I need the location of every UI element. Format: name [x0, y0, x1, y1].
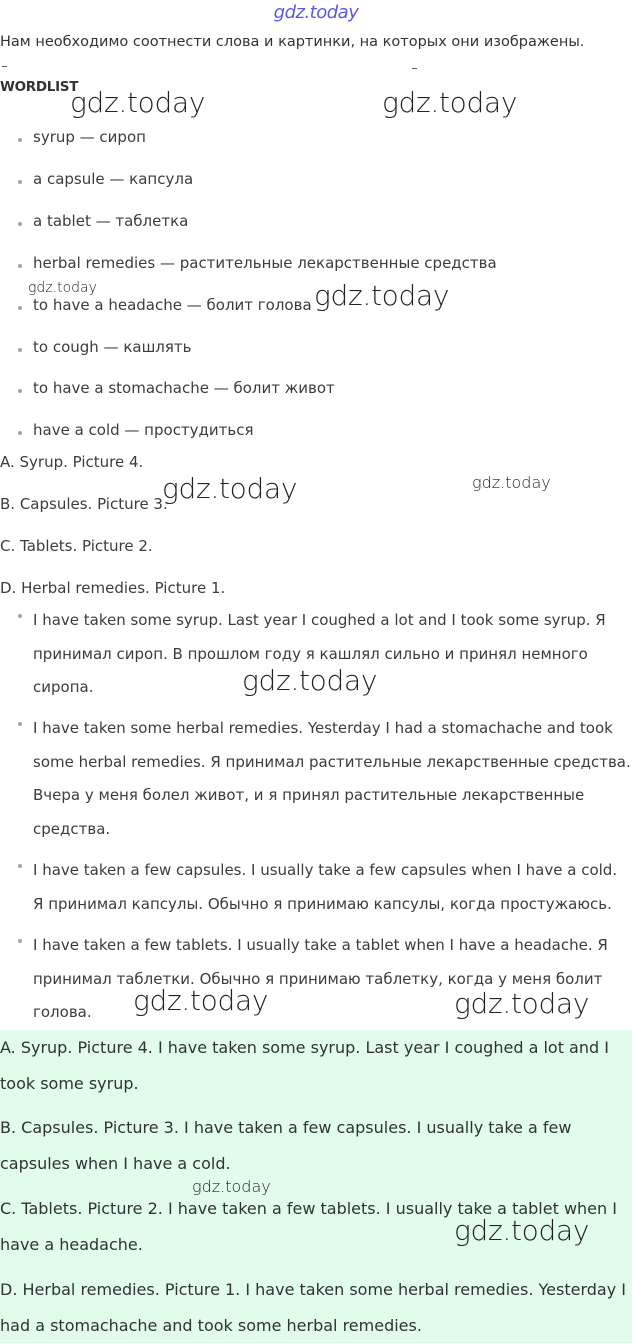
- watermark: gdz.today: [314, 279, 450, 312]
- answer-line: A. Syrup. Picture 4. I have taken some syrup. Last year I coughed a lot and I took some syrup.: [0, 1038, 609, 1093]
- answer-line: B. Capsules. Picture 3. I have taken a few capsules. I usually take a few capsules when I have a cold.: [0, 1118, 572, 1173]
- watermark: gdz.today: [454, 1214, 590, 1247]
- example-sentence: I have taken some herbal remedies. Yesterday I had a stomachache and took some herbal remedies. Я принимал растительные лекарственные средства. Вчера у меня болел живот, и я принял растительные лекарственные средства.: [0, 712, 632, 846]
- watermark: gdz.today: [133, 984, 269, 1017]
- decor-dash: [2, 66, 7, 67]
- answer-box: [0, 1030, 632, 1343]
- wordlist-title: WORDLIST: [0, 79, 79, 95]
- watermark: gdz.today: [70, 86, 206, 119]
- example-sentence: I have taken a few capsules. I usually take a few capsules when I have a cold. Я принимал капсулы. Обычно я принимаю капсулы, когда простужаюсь.: [0, 854, 632, 921]
- watermark: gdz.today: [162, 472, 298, 505]
- match-line: C. Tablets. Picture 2.: [0, 537, 153, 555]
- watermark: gdz.today: [28, 280, 97, 296]
- example-sentence: I have taken some syrup. Last year I coughed a lot and I took some syrup. Я принимал сироп. В прошлом году я кашлял сильно и принял немного сиропа.: [0, 604, 632, 705]
- watermark: gdz.today: [242, 664, 378, 697]
- watermark: gdz.today: [454, 987, 590, 1020]
- match-line: B. Capsules. Picture 3.: [0, 495, 168, 513]
- decor-dash: [412, 68, 417, 69]
- match-line: D. Herbal remedies. Picture 1.: [0, 579, 226, 597]
- site-logo[interactable]: gdz.today: [273, 2, 359, 23]
- watermark: gdz.today: [382, 86, 518, 119]
- task-intro: Нам необходимо соотнести слова и картинки, на которых они изображены.: [0, 34, 585, 50]
- watermark: gdz.today: [192, 1177, 271, 1196]
- match-line: A. Syrup. Picture 4.: [0, 453, 144, 471]
- watermark: gdz.today: [472, 473, 551, 492]
- example-sentence: I have taken a few tablets. I usually take a tablet when I have a headache. Я принимал таблетки. Обычно я принимаю таблетку, когда у меня болит голова.: [0, 929, 632, 1030]
- answer-line: D. Herbal remedies. Picture 1. I have taken some herbal remedies. Yesterday I had a stomachache and took some herbal remedies.: [0, 1280, 626, 1335]
- answer-line: C. Tablets. Picture 2. I have taken a few tablets. I usually take a tablet when I have a headache.: [0, 1199, 617, 1254]
